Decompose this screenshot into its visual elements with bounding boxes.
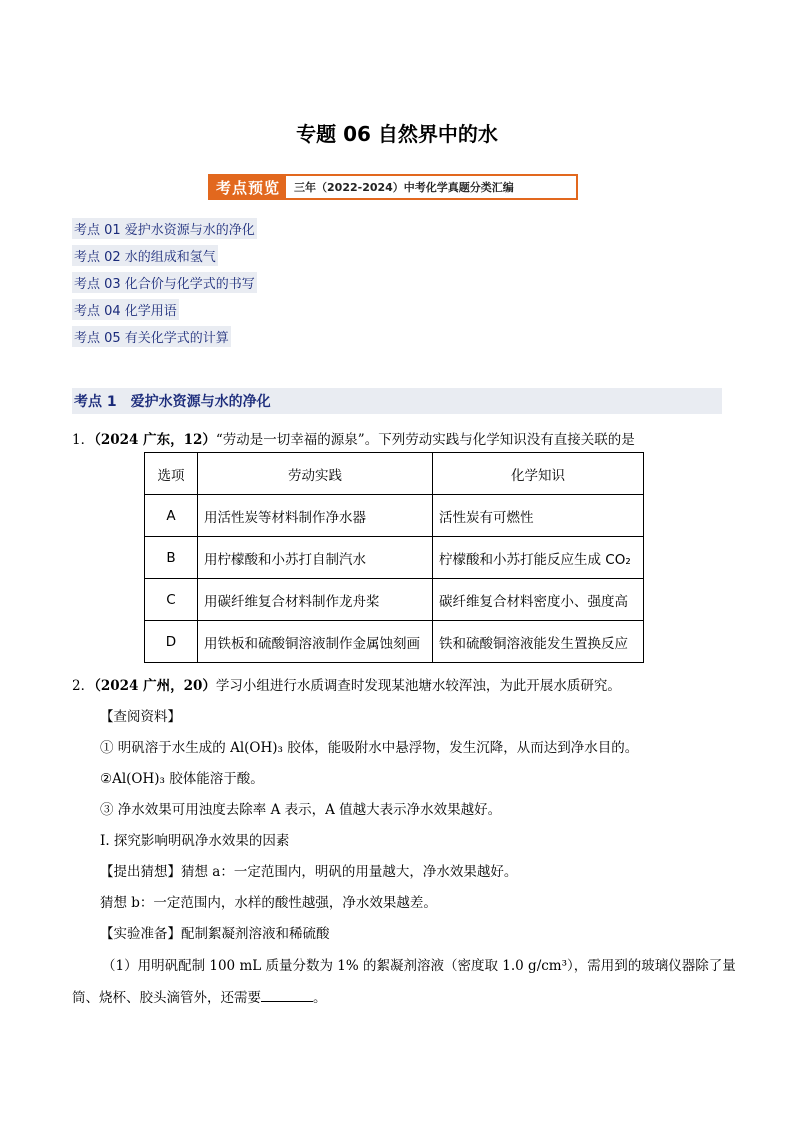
reference-heading: 【查阅资料】: [100, 709, 181, 725]
option-knowledge: 铁和硫酸铜溶液能发生置换反应: [433, 621, 644, 663]
topic-link-03[interactable]: 考点 03 化合价与化学式的书写: [72, 272, 257, 293]
option-practice: 用碳纤维复合材料制作龙舟桨: [198, 579, 433, 621]
reference-item-2: ②Al(OH)₃ 胶体能溶于酸。: [100, 771, 264, 787]
section-title: 爱护水资源与水的净化: [130, 394, 271, 410]
question-1-source: （2024 广东，12）: [94, 432, 216, 448]
section-label: 考点 1: [74, 394, 117, 410]
reference-item-1: ① 明矾溶于水生成的 Al(OH)₃ 胶体，能吸附水中悬浮物，发生沉降，从而达到净水目的。: [100, 740, 639, 756]
option-practice: 用活性炭等材料制作净水器: [198, 495, 433, 537]
option-practice: 用铁板和硫酸铜溶液制作金属蚀刻画: [198, 621, 433, 663]
question-1-text: “劳动是一切幸福的源泉”。下列劳动实践与化学知识没有直接关联的是: [215, 432, 635, 448]
section-heading: [72, 388, 722, 414]
table-header-option: 选项: [145, 453, 198, 495]
option-knowledge: 柠檬酸和小苏打能反应生成 CO₂: [433, 537, 644, 579]
question-2: [72, 674, 621, 694]
reference-item-3: ③ 净水效果可用浊度去除率 A 表示，A 值越大表示净水效果越好。: [100, 802, 502, 818]
table-row: [145, 579, 644, 621]
banner-text: 三年（2022-2024）中考化学真题分类汇编: [294, 181, 514, 194]
sub-question-1-tail: 筒、烧杯、胶头滴管外，还需要: [72, 990, 261, 1006]
table-header-row: [145, 453, 644, 495]
table-row: [145, 495, 644, 537]
topic-list: [72, 218, 257, 353]
topic-link-05[interactable]: 考点 05 有关化学式的计算: [72, 326, 231, 347]
option-label: C: [145, 579, 198, 621]
option-practice: 用柠檬酸和小苏打自制汽水: [198, 537, 433, 579]
part-1-heading: Ⅰ. 探究影响明矾净水效果的因素: [100, 833, 290, 849]
question-2-text: 学习小组进行水质调查时发现某池塘水较浑浊，为此开展水质研究。: [215, 678, 621, 694]
question-2-source: （2024 广州，20）: [94, 678, 216, 694]
sub-question-1-continued: [72, 986, 327, 1006]
topic-link-02[interactable]: 考点 02 水的组成和氢气: [72, 245, 218, 266]
topic-link-04[interactable]: 考点 04 化学用语: [72, 299, 179, 320]
hypothesis-a: 【提出猜想】猜想 a：一定范围内，明矾的用量越大，净水效果越好。: [100, 864, 518, 880]
banner-tag: 考点预览: [210, 176, 286, 198]
question-2-number: 2．: [72, 678, 95, 694]
option-label: A: [145, 495, 198, 537]
option-knowledge: 碳纤维复合材料密度小、强度高: [433, 579, 644, 621]
question-1-number: 1．: [72, 432, 95, 448]
hypothesis-b: 猜想 b：一定范围内，水样的酸性越强，净水效果越差。: [100, 895, 437, 911]
exam-preview-banner: [208, 174, 578, 200]
sub-question-1: （1）用明矾配制 100 mL 质量分数为 1% 的絮凝剂溶液（密度取 1.0 g/cm³），需用到的玻璃仪器除了量: [102, 958, 736, 974]
question-1: [72, 428, 635, 448]
table-header-knowledge: 化学知识: [433, 453, 644, 495]
topic-link-01[interactable]: 考点 01 爱护水资源与水的净化: [72, 218, 257, 239]
sub-question-1-end: 。: [313, 990, 327, 1006]
page-title: 专题 06 自然界中的水: [296, 122, 498, 146]
answer-blank[interactable]: [261, 987, 313, 1002]
options-table: [144, 452, 644, 663]
table-row: [145, 621, 644, 663]
option-knowledge: 活性炭有可燃性: [433, 495, 644, 537]
option-label: B: [145, 537, 198, 579]
table-header-practice: 劳动实践: [198, 453, 433, 495]
experiment-prep: 【实验准备】配制絮凝剂溶液和稀硫酸: [100, 926, 330, 942]
option-label: D: [145, 621, 198, 663]
table-row: [145, 537, 644, 579]
